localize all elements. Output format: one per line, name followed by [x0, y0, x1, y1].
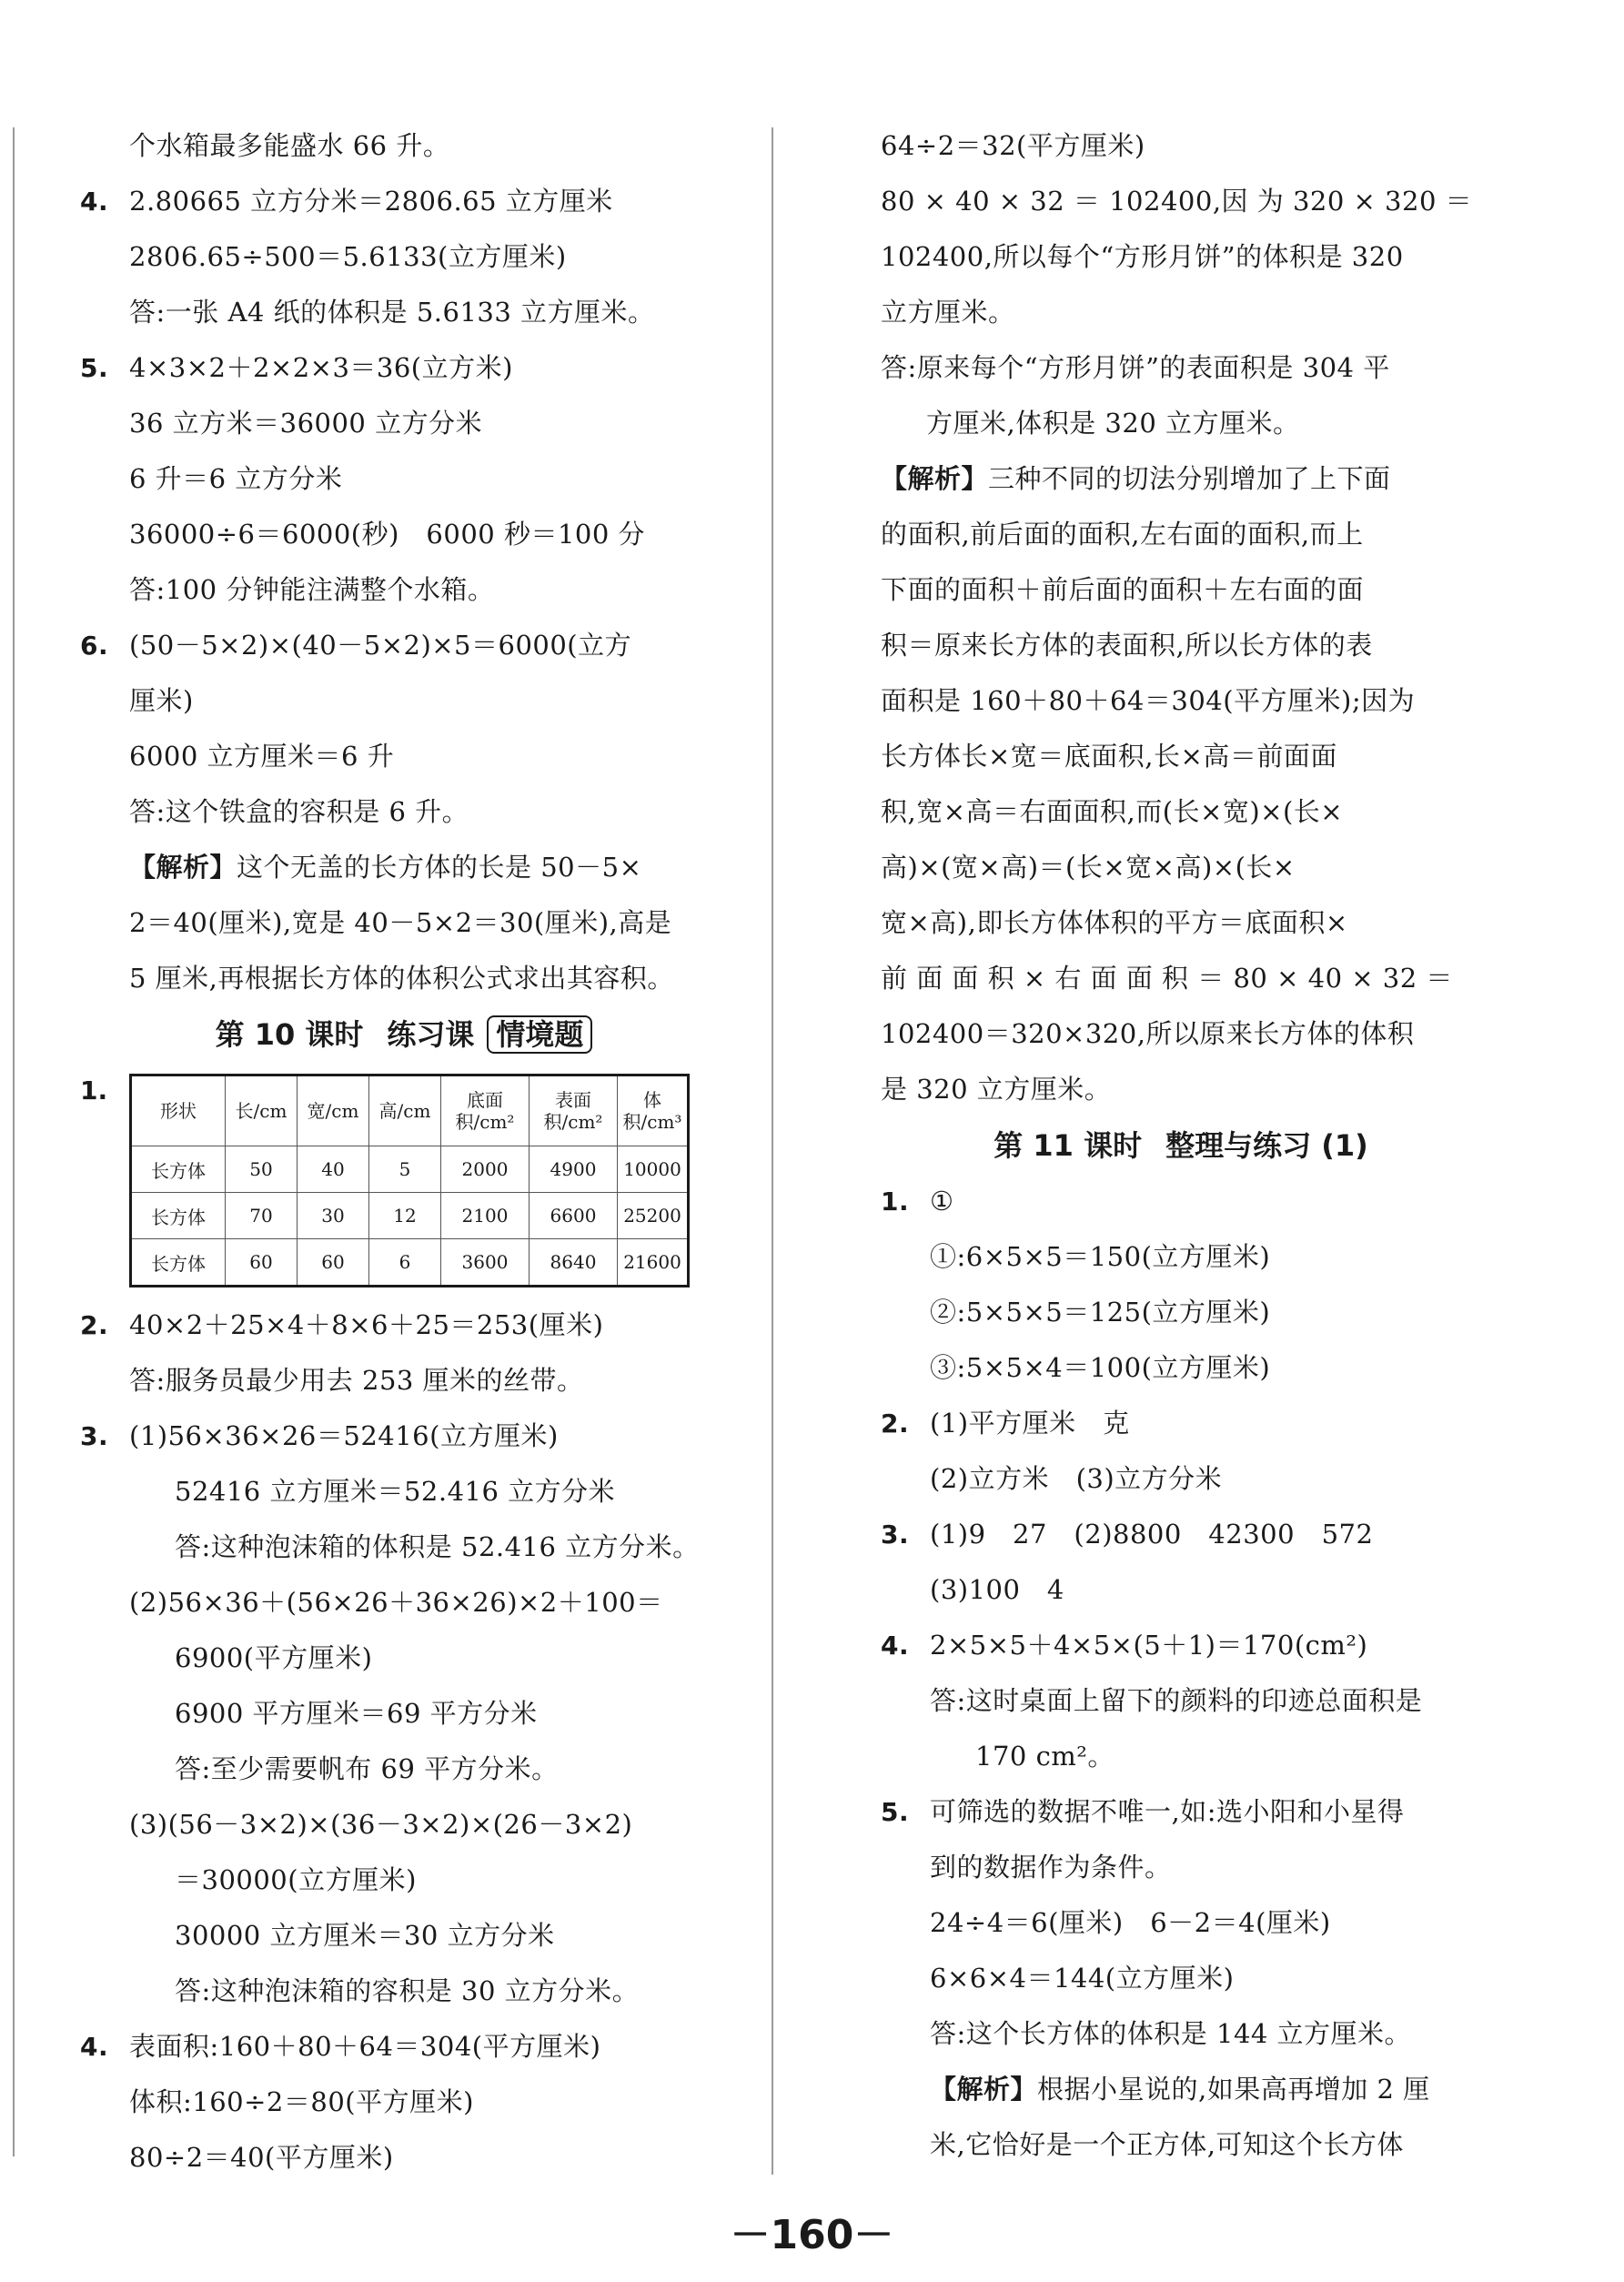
line-text: 体积:160÷2＝80(平方厘米) [129, 2086, 474, 2117]
line-text: 80÷2＝40(平方厘米) [129, 2142, 394, 2173]
text-line [881, 1951, 1481, 2006]
text-line [881, 618, 1481, 673]
line-text: (2)56×36＋(56×26＋36×26)×2＋100＝ [129, 1587, 663, 1618]
text-line [881, 784, 1481, 840]
text-line [80, 2130, 728, 2186]
line-text: (3)(56－3×2)×(36－3×2)×(26－3×2) [129, 1809, 633, 1840]
text-line [881, 118, 1481, 174]
left-lines-block [80, 118, 728, 1006]
text-line [80, 285, 728, 340]
line-text: 高)×(宽×高)＝(长×宽×高)×(长× [881, 852, 1296, 883]
text-line [881, 562, 1481, 618]
line-text: 厘米) [129, 685, 194, 716]
right-lines-block [881, 118, 1481, 1117]
item-number: 1. [881, 1186, 910, 1217]
text-line [881, 1507, 1481, 1562]
section-subtitle: 整理与练习 (1) [1165, 1128, 1368, 1163]
line-text: 答:这种泡沫箱的容积是 30 立方分米。 [175, 1975, 640, 2006]
line-text: 2×5×5＋4×5×(5＋1)＝170(cm²) [930, 1630, 1368, 1661]
table-cell: 6600 [530, 1193, 618, 1239]
text-line [881, 2117, 1481, 2173]
line-text: 立方厘米。 [881, 297, 1015, 328]
line-text: 答:这个铁盒的容积是 6 升。 [129, 796, 469, 827]
line-text: 2.80665 立方分米＝2806.65 立方厘米 [129, 186, 613, 217]
line-text: 这个无盖的长方体的长是 50－5× [237, 852, 642, 883]
line-text: 30000 立方厘米＝30 立方分米 [175, 1920, 555, 1951]
text-line [881, 840, 1481, 895]
text-line [80, 895, 728, 951]
line-text: 前 面 面 积 × 右 面 面 积 ＝ 80 × 40 × 32 ＝ [881, 963, 1453, 994]
line-text: 面积是 160＋80＋64＝304(平方厘米);因为 [881, 685, 1416, 716]
text-line [881, 285, 1481, 340]
column-divider [772, 127, 773, 2175]
table-header-cell: 宽/cm [298, 1075, 369, 1146]
table-header-cell: 长/cm [226, 1075, 298, 1146]
text-line [881, 2006, 1481, 2062]
table-row [131, 1193, 689, 1239]
text-line [80, 1464, 728, 1520]
table-cell: 21600 [618, 1239, 689, 1287]
section-title-11 [881, 1117, 1481, 1174]
text-line [881, 340, 1481, 396]
line-text: 80 × 40 × 32 ＝ 102400,因 为 320 × 320 ＝ [881, 186, 1473, 217]
table-header-cell: 形状 [131, 1075, 226, 1146]
line-text: 答:原来每个“方形月饼”的表面积是 304 平 [881, 352, 1390, 383]
line-text: 5 厘米,再根据长方体的体积公式求出其容积。 [129, 963, 674, 994]
line-text: ①:6×5×5＝150(立方厘米) [930, 1241, 1271, 1272]
table-cell: 60 [298, 1239, 369, 1287]
line-text: 积＝原来长方体的表面积,所以长方体的表 [881, 630, 1373, 661]
text-line [881, 1396, 1481, 1451]
section-subtitle: 练习课 [387, 1017, 475, 1052]
text-line [80, 2075, 728, 2130]
table-cell: 3600 [441, 1239, 530, 1287]
table-cell: 4900 [530, 1146, 618, 1193]
table-cell: 6 [369, 1239, 441, 1287]
text-line [881, 451, 1481, 507]
text-line [881, 507, 1481, 562]
text-line [80, 174, 728, 229]
line-text: ②:5×5×5＝125(立方厘米) [930, 1297, 1271, 1328]
text-line [881, 1174, 1481, 1229]
line-text: 可筛选的数据不唯一,如:选小阳和小星得 [930, 1796, 1405, 1827]
text-line [881, 1340, 1481, 1396]
item-number: 4. [881, 1631, 910, 1661]
item-number: 4. [80, 2032, 109, 2062]
item-number: 4. [80, 187, 109, 217]
text-line [881, 174, 1481, 229]
left-margin-rule [13, 127, 15, 2156]
table-cell: 长方体 [131, 1193, 226, 1239]
line-text: 6900 平方厘米＝69 平方分米 [175, 1698, 538, 1729]
text-line [881, 1729, 1481, 1784]
line-text: 2＝40(厘米),宽是 40－5×2＝30(厘米),高是 [129, 907, 672, 938]
section-title-text: 第 11 课时 [994, 1128, 1143, 1163]
table-row [131, 1146, 689, 1193]
table-cell: 2000 [441, 1146, 530, 1193]
line-text: 52416 立方厘米＝52.416 立方分米 [175, 1476, 616, 1507]
text-line [881, 229, 1481, 285]
text-line [80, 1409, 728, 1464]
right-lines-block-2 [881, 1174, 1481, 2173]
line-text: 170 cm²。 [975, 1741, 1115, 1772]
text-line [80, 396, 728, 451]
item-number: 2. [80, 1310, 109, 1340]
analysis-label: 【解析】 [881, 463, 989, 494]
line-text: (1)9 27 (2)8800 42300 572 [930, 1519, 1374, 1550]
data-table [129, 1074, 690, 1287]
text-line [80, 229, 728, 285]
line-text: 64÷2＝32(平方厘米) [881, 130, 1145, 161]
left-lines-block-2 [80, 1298, 728, 2186]
line-text: 米,它恰好是一个正方体,可知这个长方体 [930, 2129, 1404, 2160]
line-text: 积,宽×高＝右面面积,而(长×宽)×(长× [881, 796, 1344, 827]
text-line [80, 1298, 728, 1353]
table-cell: 8640 [530, 1239, 618, 1287]
table-cell: 5 [369, 1146, 441, 1193]
text-line [80, 784, 728, 840]
line-text: (3)100 4 [930, 1574, 1064, 1605]
section-title-text: 第 10 课时 [215, 1017, 364, 1052]
table-cell: 50 [226, 1146, 298, 1193]
line-text: 答:至少需要帆布 69 平方分米。 [175, 1753, 559, 1784]
text-line [881, 396, 1481, 451]
line-text: 40×2＋25×4＋8×6＋25＝253(厘米) [129, 1309, 604, 1340]
text-line [881, 1229, 1481, 1285]
text-line [881, 895, 1481, 951]
line-text: 表面积:160＋80＋64＝304(平方厘米) [129, 2031, 601, 2062]
analysis-label: 【解析】 [129, 852, 237, 883]
text-line [881, 1451, 1481, 1507]
text-line [881, 1784, 1481, 1840]
text-line [80, 1631, 728, 1686]
left-column [80, 118, 728, 2186]
text-line [80, 1575, 728, 1631]
line-text: 答:这种泡沫箱的体积是 52.416 立方分米。 [175, 1531, 700, 1562]
line-text: 答:这时桌面上留下的颜料的印迹总面积是 [930, 1685, 1423, 1716]
text-line [881, 2062, 1481, 2117]
table-cell: 10000 [618, 1146, 689, 1193]
line-text: 6 升＝6 立方分米 [129, 463, 343, 494]
line-text: (2)立方米 (3)立方分米 [930, 1463, 1223, 1494]
line-text: 102400＝320×320,所以原来长方体的体积 [881, 1018, 1415, 1049]
line-text: (1)平方厘米 克 [930, 1408, 1130, 1439]
line-text: 答:一张 A4 纸的体积是 5.6133 立方厘米。 [129, 297, 655, 328]
line-text: 长方体长×宽＝底面积,长×高＝前面面 [881, 741, 1337, 772]
text-line [80, 729, 728, 784]
line-text: 个水箱最多能盛水 66 升。 [129, 130, 450, 161]
table-cell: 60 [226, 1239, 298, 1287]
line-text: 2806.65÷500＝5.6133(立方厘米) [129, 241, 567, 272]
line-text: 答:服务员最少用去 253 厘米的丝带。 [129, 1365, 584, 1396]
right-column [881, 118, 1481, 2173]
text-line [881, 729, 1481, 784]
text-line [881, 951, 1481, 1006]
line-text: 6900(平方厘米) [175, 1642, 373, 1673]
text-line [80, 1353, 728, 1409]
item-number: 2. [881, 1409, 910, 1439]
table-block [80, 1063, 728, 1298]
line-text: 6×6×4＝144(立方厘米) [930, 1963, 1235, 1994]
text-line [881, 1618, 1481, 1673]
line-text: 答:100 分钟能注满整个水箱。 [129, 574, 495, 605]
text-line [881, 1006, 1481, 1062]
line-text: 102400,所以每个“方形月饼”的体积是 320 [881, 241, 1404, 272]
section-title-10 [80, 1006, 728, 1063]
table-cell: 40 [298, 1146, 369, 1193]
line-text: 宽×高),即长方体体积的平方＝底面积× [881, 907, 1348, 938]
text-line [80, 951, 728, 1006]
line-text: ③:5×5×4＝100(立方厘米) [930, 1352, 1271, 1383]
text-line [80, 118, 728, 174]
table-header-cell: 体积/cm³ [618, 1075, 689, 1146]
item-number: 5. [80, 353, 109, 383]
item-number: 3. [80, 1421, 109, 1451]
line-text: 的面积,前后面的面积,左右面的面积,而上 [881, 519, 1364, 550]
item-number: 3. [881, 1520, 910, 1550]
table-cell: 2100 [441, 1193, 530, 1239]
line-text: 是 320 立方厘米。 [881, 1074, 1112, 1105]
line-text: 答:这个长方体的体积是 144 立方厘米。 [930, 2018, 1412, 2049]
text-line [80, 618, 728, 673]
text-line [80, 1964, 728, 2019]
line-text: (50－5×2)×(40－5×2)×5＝6000(立方 [129, 630, 632, 661]
text-line [881, 1062, 1481, 1117]
item-number: 1. [80, 1075, 108, 1106]
text-line [80, 1797, 728, 1853]
text-line [80, 1908, 728, 1964]
table-cell: 25200 [618, 1193, 689, 1239]
text-line [881, 1840, 1481, 1895]
text-line [80, 840, 728, 895]
text-line [80, 1742, 728, 1797]
page-number: －160－ [730, 2212, 894, 2258]
line-text: 4×3×2＋2×2×3＝36(立方米) [129, 352, 513, 383]
line-text: 方厘米,体积是 320 立方厘米。 [926, 408, 1300, 439]
line-text: 下面的面积＋前后面的面积＋左右面的面 [881, 574, 1365, 605]
text-line [881, 1562, 1481, 1618]
table-header-cell: 底面积/cm² [441, 1075, 530, 1146]
analysis-label: 【解析】 [930, 2074, 1038, 2105]
table-header-cell: 表面积/cm² [530, 1075, 618, 1146]
text-line [80, 673, 728, 729]
table-row [131, 1239, 689, 1287]
text-line [80, 1520, 728, 1575]
line-text: 36 立方米＝36000 立方分米 [129, 408, 483, 439]
text-line [881, 1673, 1481, 1729]
table-cell: 12 [369, 1193, 441, 1239]
text-line [80, 451, 728, 507]
text-line [80, 1686, 728, 1742]
line-text: 24÷4＝6(厘米) 6－2＝4(厘米) [930, 1907, 1331, 1938]
line-text: 6000 立方厘米＝6 升 [129, 741, 395, 772]
table-header-cell: 高/cm [369, 1075, 441, 1146]
line-text: 到的数据作为条件。 [930, 1852, 1172, 1883]
table-cell: 30 [298, 1193, 369, 1239]
line-text: ＝30000(立方厘米) [175, 1864, 417, 1895]
text-line [881, 673, 1481, 729]
table-header-row [131, 1075, 689, 1146]
text-line [80, 562, 728, 618]
line-text: 根据小星说的,如果高再增加 2 厘 [1037, 2074, 1430, 2105]
text-line [80, 1853, 728, 1908]
item-number: 5. [881, 1797, 910, 1827]
text-line [881, 1285, 1481, 1340]
line-text: 三种不同的切法分别增加了上下面 [988, 463, 1391, 494]
text-line [80, 2019, 728, 2075]
table-cell: 长方体 [131, 1239, 226, 1287]
text-line [80, 340, 728, 396]
table-cell: 长方体 [131, 1146, 226, 1193]
section-tag: 情境题 [487, 1015, 592, 1054]
line-text: (1)56×36×26＝52416(立方厘米) [129, 1420, 559, 1451]
table-cell: 70 [226, 1193, 298, 1239]
item-number: 6. [80, 631, 109, 661]
line-text: ① [930, 1186, 954, 1217]
text-line [80, 507, 728, 562]
text-line [881, 1895, 1481, 1951]
line-text: 36000÷6＝6000(秒) 6000 秒＝100 分 [129, 519, 646, 550]
